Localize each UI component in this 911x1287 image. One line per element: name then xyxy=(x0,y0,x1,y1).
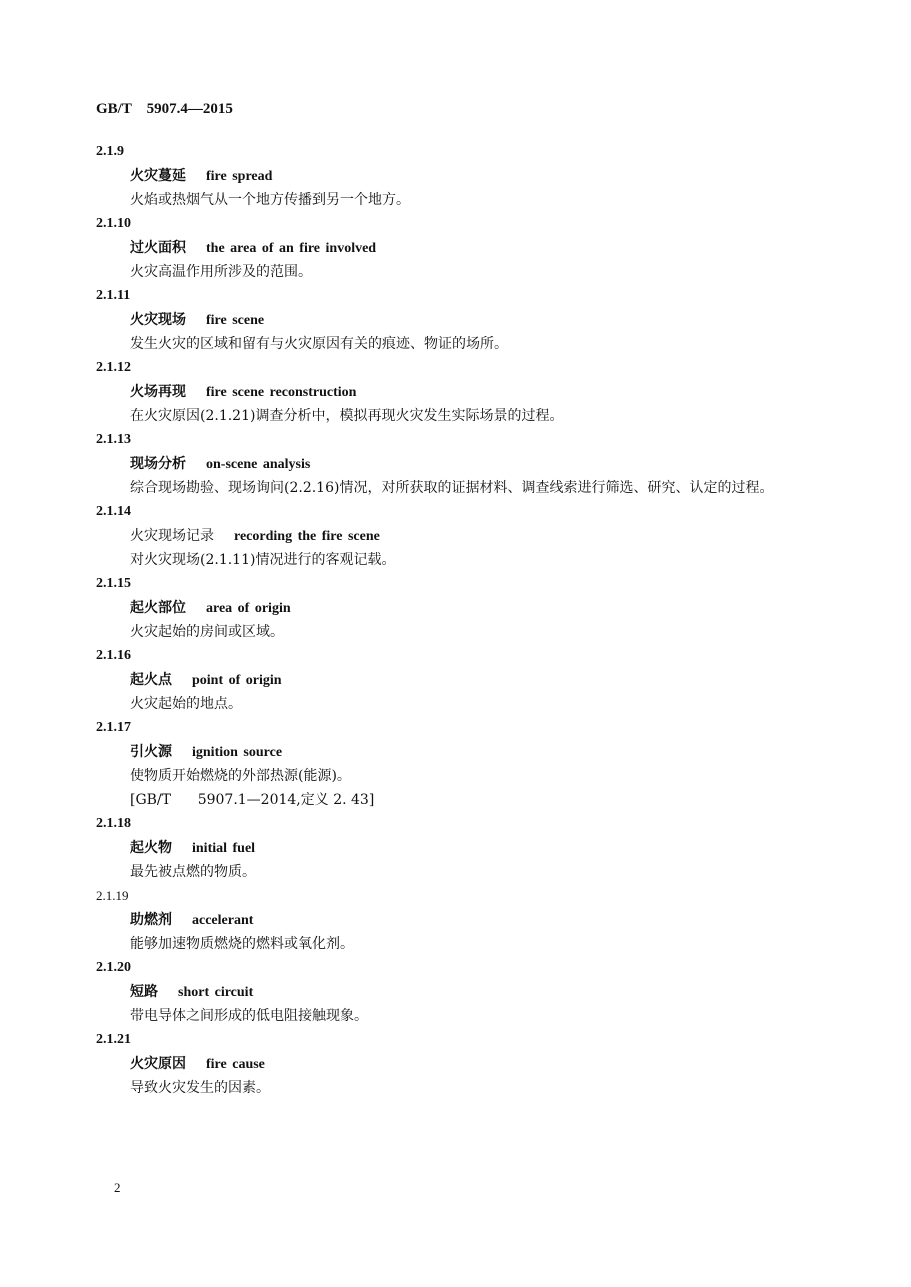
term-title xyxy=(0,596,911,620)
term-en: fire spread xyxy=(206,169,273,184)
term-zh: 火场再现 xyxy=(130,384,186,400)
term-title xyxy=(0,740,911,764)
term-title xyxy=(0,308,911,332)
term-entry xyxy=(0,812,911,884)
term-number: 2.1.12 xyxy=(96,360,131,375)
term-definition: 能够加速物质燃烧的燃料或氧化剂。 xyxy=(130,936,354,952)
term-entry xyxy=(0,956,911,1028)
term-zh: 火灾现场 xyxy=(130,312,186,328)
term-definition: 带电导体之间形成的低电阻接触现象。 xyxy=(130,1008,368,1024)
term-definition: 最先被点燃的物质。 xyxy=(130,864,256,880)
term-number: 2.1.15 xyxy=(96,576,131,591)
term-number: 2.1.20 xyxy=(96,960,131,975)
term-definition: 在火灾原因(2.1.21)调查分析中，模拟再现火灾发生实际场景的过程。 xyxy=(130,408,564,424)
terms-list xyxy=(0,140,911,1100)
term-entry xyxy=(0,572,911,644)
term-en: short circuit xyxy=(178,985,254,1000)
term-entry xyxy=(0,644,911,716)
term-zh: 现场分析 xyxy=(130,456,186,472)
term-title xyxy=(0,1052,911,1076)
term-title xyxy=(0,452,911,476)
term-zh: 火灾蔓延 xyxy=(130,168,186,184)
standard-code-header: GB/T 5907.4—2015 xyxy=(96,101,233,117)
term-definition: 导致火灾发生的因素。 xyxy=(130,1080,270,1096)
term-zh: 起火物 xyxy=(130,840,172,856)
term-zh: 过火面积 xyxy=(130,240,186,256)
term-number: 2.1.16 xyxy=(96,648,131,663)
term-number: 2.1.17 xyxy=(96,720,131,735)
term-en: point of origin xyxy=(192,673,282,688)
term-title xyxy=(0,164,911,188)
term-entry xyxy=(0,428,911,499)
term-title xyxy=(0,524,911,548)
term-number: 2.1.13 xyxy=(96,432,131,447)
term-definition: 火焰或热烟气从一个地方传播到另一个地方。 xyxy=(130,192,410,208)
term-entry xyxy=(0,1028,911,1100)
term-entry xyxy=(0,716,911,812)
term-en: fire scene reconstruction xyxy=(206,385,357,400)
term-number: 2.1.18 xyxy=(96,816,131,831)
term-source-reference: [GB/T 5907.1—2014,定义 2. 43] xyxy=(130,792,375,808)
term-zh: 起火点 xyxy=(130,672,172,688)
term-zh: 引火源 xyxy=(130,744,172,760)
term-title xyxy=(0,668,911,692)
term-definition: 使物质开始燃烧的外部热源(能源)。 xyxy=(130,768,351,784)
page-number: 2 xyxy=(114,1180,121,1195)
term-zh: 短路 xyxy=(130,984,158,1000)
term-entry xyxy=(0,212,911,284)
term-en: area of origin xyxy=(206,601,291,616)
term-en: on-scene analysis xyxy=(206,457,311,472)
term-zh: 火灾现场记录 xyxy=(130,528,214,544)
term-en: ignition source xyxy=(192,745,283,760)
term-zh: 火灾原因 xyxy=(130,1056,186,1072)
term-title xyxy=(0,236,911,260)
term-definition: 火灾起始的房间或区域。 xyxy=(130,624,284,640)
term-entry xyxy=(0,356,911,428)
term-number: 2.1.9 xyxy=(96,144,124,159)
term-definition: 发生火灾的区域和留有与火灾原因有关的痕迹、物证的场所。 xyxy=(130,336,508,352)
term-title xyxy=(0,836,911,860)
term-zh: 起火部位 xyxy=(130,600,186,616)
term-definition: 综合现场勘验、现场询问(2.2.16)情况，对所获取的证据材料、调查线索进行筛选、研究、认定的过程。 xyxy=(130,480,774,496)
term-zh: 助燃剂 xyxy=(130,912,172,928)
term-en: the area of an fire involved xyxy=(206,241,377,256)
term-entry xyxy=(0,884,911,956)
term-en: initial fuel xyxy=(192,841,256,856)
term-number: 2.1.19 xyxy=(96,888,129,903)
term-number: 2.1.10 xyxy=(96,216,131,231)
term-number: 2.1.14 xyxy=(96,504,131,519)
term-title xyxy=(0,980,911,1004)
term-entry xyxy=(0,140,911,212)
term-definition: 火灾高温作用所涉及的范围。 xyxy=(130,264,312,280)
term-en: fire scene xyxy=(206,313,265,328)
term-en: fire cause xyxy=(206,1057,265,1072)
term-definition: 火灾起始的地点。 xyxy=(130,696,242,712)
term-en: recording the fire scene xyxy=(234,529,380,544)
term-number: 2.1.21 xyxy=(96,1032,131,1047)
term-en: accelerant xyxy=(192,913,254,928)
term-title xyxy=(0,908,911,932)
term-number: 2.1.11 xyxy=(96,288,131,303)
term-entry xyxy=(0,284,911,356)
term-title xyxy=(0,380,911,404)
term-definition: 对火灾现场(2.1.11)情况进行的客观记载。 xyxy=(130,552,396,568)
term-entry xyxy=(0,500,911,572)
